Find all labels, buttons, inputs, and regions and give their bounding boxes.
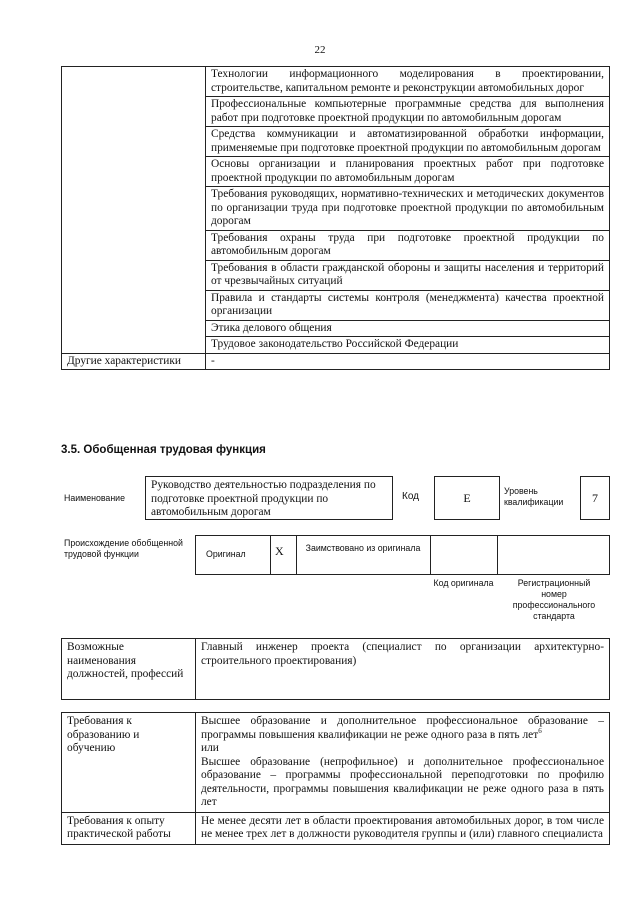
requirements-table <box>61 712 610 845</box>
divider <box>497 535 498 575</box>
knowledge-table <box>61 66 610 370</box>
table-cell: Средства коммуникации и автоматизированной обработки информации, применяемые при подготовке проектной продукции по автомобильным дорогам <box>206 127 610 157</box>
table-row <box>62 713 610 813</box>
other-characteristics-value: - <box>206 353 610 370</box>
table-cell: Требования руководящих, нормативно-технических и методических документов по организации труда при подготовке проектной продукции по автомобильным дорогам <box>206 187 610 231</box>
divider <box>296 535 297 575</box>
positions-table <box>61 638 610 700</box>
section-title: 3.5. Обобщенная трудовая функция <box>61 444 266 456</box>
borrowed-label: Заимствовано из оригинала <box>305 543 421 553</box>
level-value: 7 <box>580 476 610 520</box>
name-label: Наименование <box>64 493 125 503</box>
table-row <box>62 353 610 370</box>
origin-box <box>195 535 610 575</box>
table-cell: Требования в области гражданской обороны и защиты населения и территорий от чрезвычайных ситуаций <box>206 260 610 290</box>
education-or: или <box>201 742 219 754</box>
table-cell: Правила и стандарты системы контроля (менеджмента) качества проектной организации <box>206 290 610 320</box>
origin-label: Происхождение обобщенной трудовой функции <box>64 538 183 559</box>
table-cell: Основы организации и планирования проектных работ при подготовке проектной продукции по автомобильным дорогам <box>206 157 610 187</box>
education-line-2: Высшее образование (непрофильное) и дополнительное профессиональное образование – программы профессиональной переподготовки по профилю деятельности, программы повышения квалификации не реже одного раза в пять лет <box>201 755 604 808</box>
table-cell: Технологии информационного моделирования в проектировании, строительстве, капитальном ремонте и реконструкции автомобильных дорог <box>206 67 610 97</box>
footnote-mark: 6 <box>538 726 542 735</box>
positions-value: Главный инженер проекта (специалист по организации архитектурно-строительного проектирования) <box>196 639 610 700</box>
name-value: Руководство деятельностью подразделения по подготовке проектной продукции по автомобильным дорогам <box>145 476 393 520</box>
table-cell: Требования охраны труда при подготовке проектной продукции по автомобильным дорогам <box>206 230 610 260</box>
education-line-1: Высшее образование и дополнительное профессиональное образование – программы повышения квалификации не реже одного раза в пять лет <box>201 715 604 741</box>
education-label: Требования к образованию и обучению <box>62 713 196 813</box>
experience-label: Требования к опыту практической работы <box>62 812 196 844</box>
original-mark: X <box>275 544 284 558</box>
original-code-label: Код оригинала <box>433 578 494 588</box>
registration-number-label: Регистрационный номер профессионального стандарта <box>512 578 596 621</box>
code-label: Код <box>402 491 420 502</box>
table-row <box>62 639 610 700</box>
positions-label: Возможные наименования должностей, профессий <box>62 639 196 700</box>
table-cell: Профессиональные компьютерные программные средства для выполнения работ при подготовке проектной продукции по автомобильным дорогам <box>206 97 610 127</box>
divider <box>270 535 271 575</box>
table-cell: Трудовое законодательство Российской Федерации <box>206 337 610 354</box>
original-label: Оригинал <box>206 549 246 559</box>
page-number: 22 <box>314 44 326 56</box>
other-characteristics-label: Другие характеристики <box>62 353 206 370</box>
empty-label-cell <box>62 67 206 354</box>
table-row <box>62 812 610 844</box>
code-value: E <box>434 476 500 520</box>
education-value <box>196 713 610 813</box>
divider <box>430 535 431 575</box>
table-row <box>62 67 610 97</box>
level-label: Уровень квалификации <box>504 486 564 507</box>
experience-value: Не менее десяти лет в области проектирования автомобильных дорог, в том числе не менее трех лет в должности руководителя группы и (или) главного специалиста <box>196 812 610 844</box>
table-cell: Этика делового общения <box>206 320 610 337</box>
